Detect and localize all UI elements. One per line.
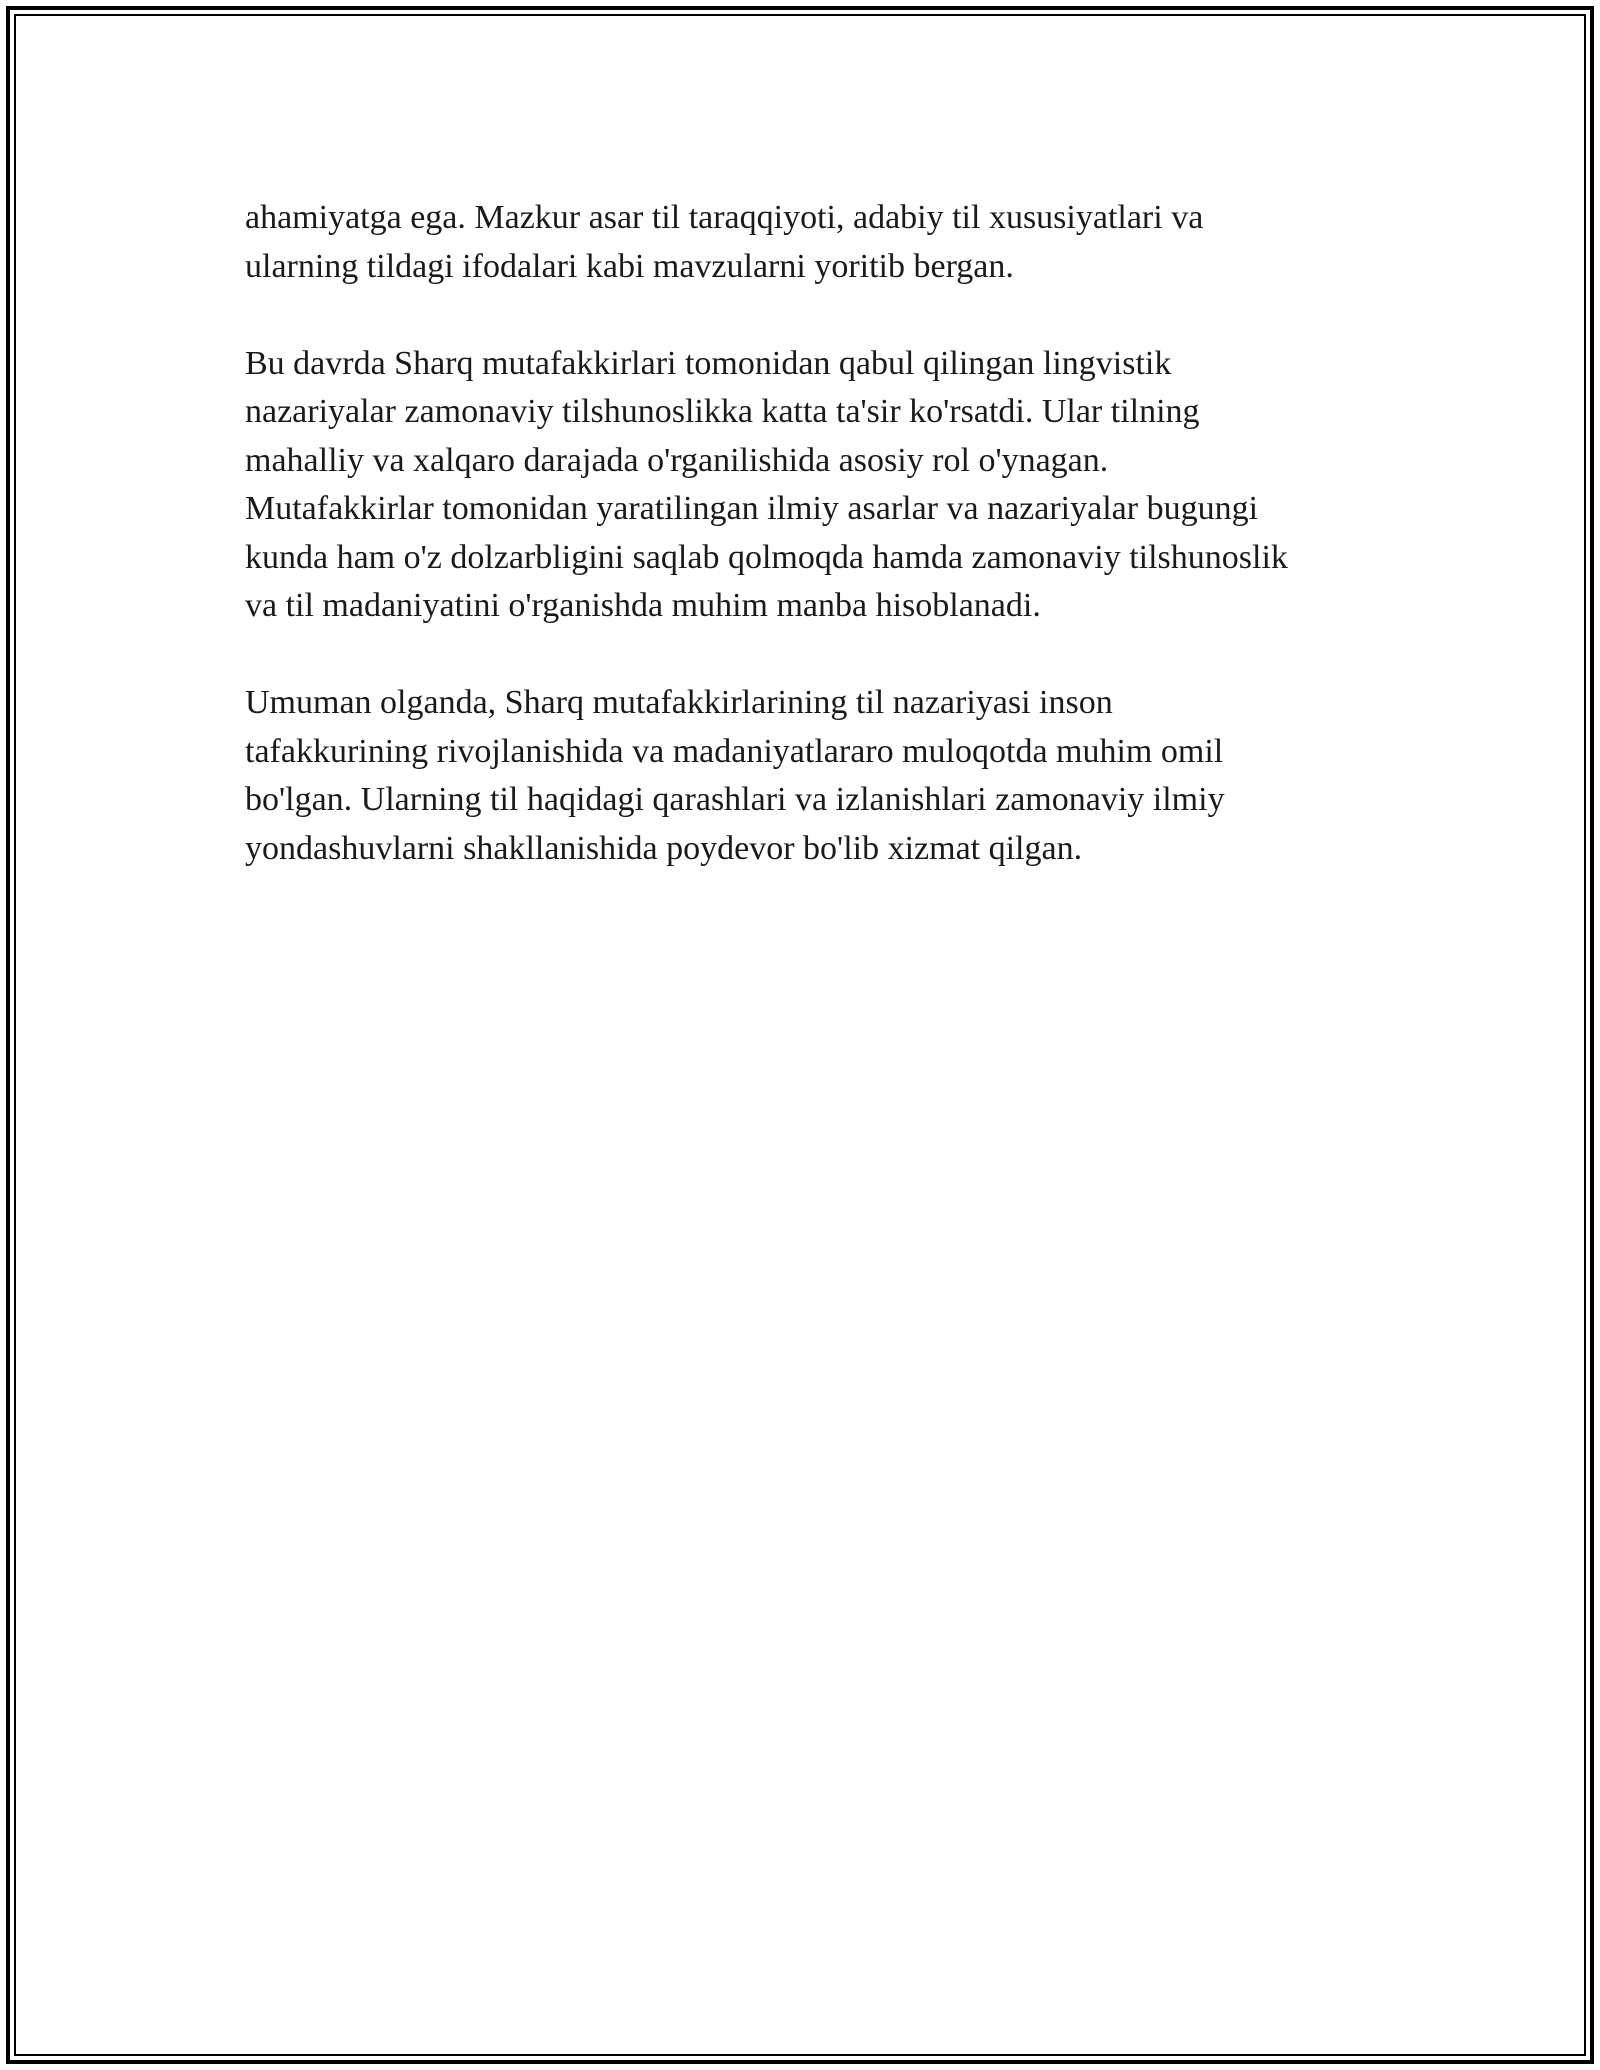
paragraph-line: Umuman olganda, Sharq mutafakkirlarining til nazariyasi inson [245,684,1113,721]
document-body [245,194,1405,922]
paragraph-line: tafakkurining rivojlanishida va madaniyatlararo muloqotda muhim omil [245,732,1224,770]
paragraph-line: mahalliy va xalqaro darajada o'rganilishida asosiy rol o'ynagan. [245,441,1109,479]
paragraph-line: ahamiyatga ega. Mazkur asar til taraqqiyoti, adabiy til xususiyatlari va [245,199,1204,236]
paragraph-line: kunda ham o'z dolzarbligini saqlab qolmoqda hamda zamonaviy tilshunoslik [245,538,1288,576]
paragraph-2 [245,340,1405,631]
paragraph-line: nazariyalar zamonaviy tilshunoslikka katta ta'sir ko'rsatdi. Ular tilning [245,393,1200,430]
paragraph-line: yondashuvlarni shakllanishida poydevor bo'lib xizmat qilgan. [245,829,1083,867]
paragraph-1 [245,194,1405,291]
paragraph-line: va til madaniyatini o'rganishda muhim manba hisoblanadi. [245,587,1041,624]
page-border [6,6,1594,2064]
paragraph-line: ularning tildagi ifodalari kabi mavzularni yoritib bergan. [245,247,1014,285]
paragraph-3 [245,679,1405,873]
paragraph-line: bo'lgan. Ularning til haqidagi qarashlari va izlanishlari zamonaviy ilmiy [245,781,1225,818]
paragraph-line: Bu davrda Sharq mutafakkirlari tomonidan qabul qilingan lingvistik [245,344,1172,382]
paragraph-line: Mutafakkirlar tomonidan yaratilingan ilmiy asarlar va nazariyalar bugungi [245,490,1259,527]
